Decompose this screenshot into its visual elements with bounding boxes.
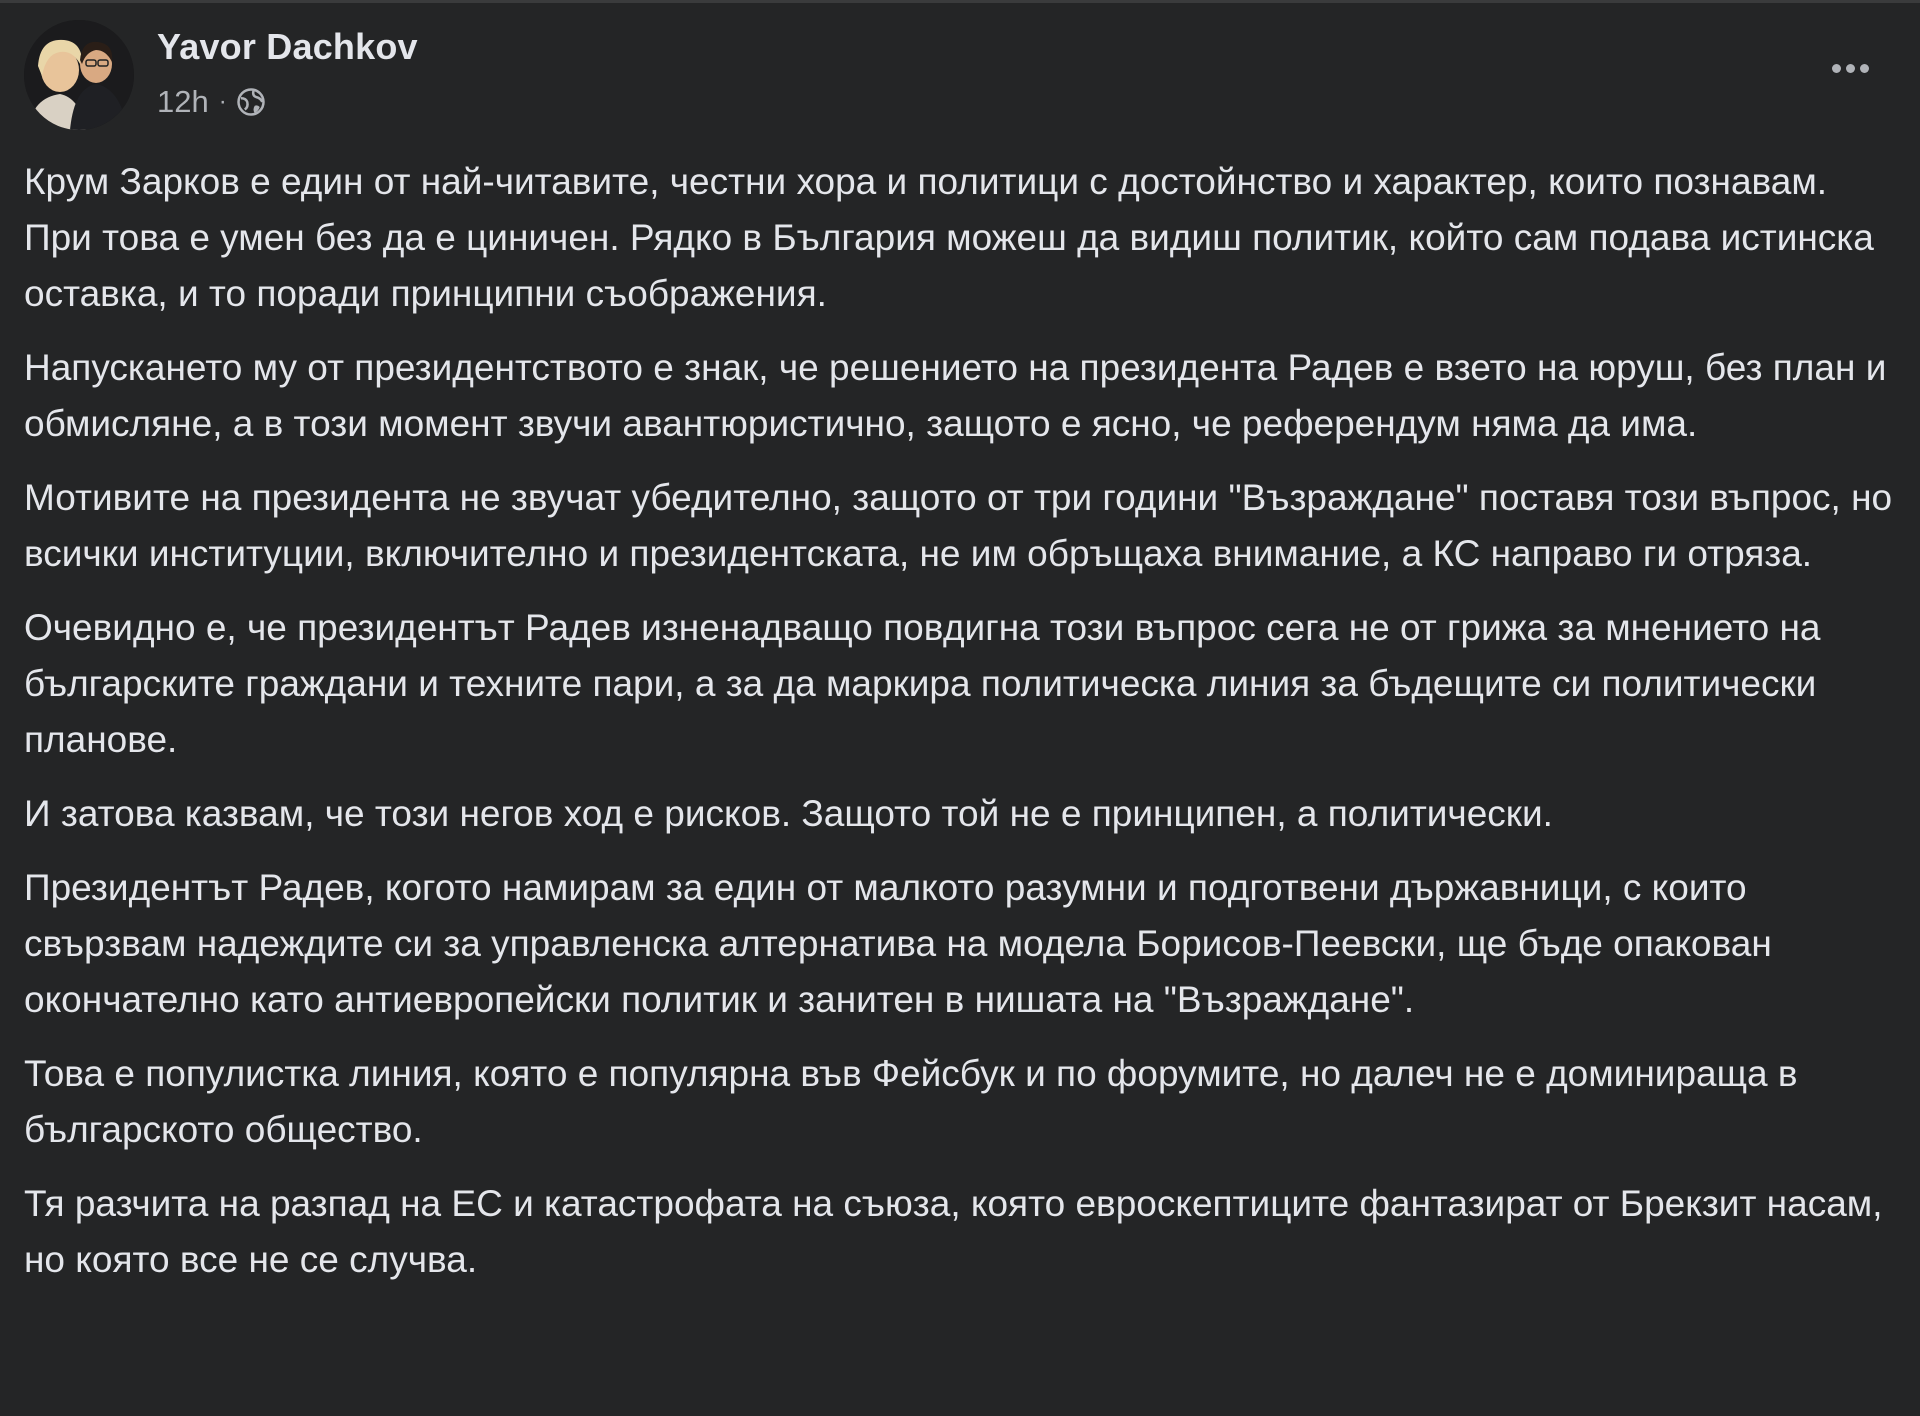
post-paragraph: Очевидно е, че президентът Радев изненадващо повдигна този въпрос сега не от грижа за мнението на българските граждани и техните пари, а за да маркира политическа линия за бъдещите си политически планове.	[24, 607, 1821, 760]
post-paragraph: Това е популистка линия, която е популярна във Фейсбук и по форумите, но далеч не е доминираща в българското общество.	[24, 1053, 1798, 1150]
post-meta	[157, 82, 266, 122]
globe-icon[interactable]	[236, 87, 266, 117]
post-paragraph: Напускането му от президентството е знак, че решението на президента Радев е взето на юруш, без план и обмисляне, а в този момент звучи авантюристично, защото е ясно, че референдум няма да има.	[24, 347, 1887, 444]
post-paragraph: Тя разчита на разпад на ЕС и катастрофата на съюза, която евроскептиците фантазират от Брекзит насам, но която все не се случва.	[24, 1183, 1883, 1280]
avatar[interactable]	[24, 20, 134, 130]
post-paragraph: И затова казвам, че този негов ход е рисков. Защото той не е принципен, а политически.	[24, 793, 1553, 834]
more-options-button[interactable]	[1818, 48, 1882, 88]
avatar-photo	[24, 20, 134, 130]
post-timestamp[interactable]: 12h	[157, 84, 209, 119]
post-paragraph: Крум Зарков е един от най-читавите, честни хора и политици с достойнство и характер, които познавам. При това е умен без да е циничен. Рядко в България можеш да видиш политик, който сам подава истинска оставка, и то поради принципни съображения.	[24, 161, 1874, 314]
meta-separator: ·	[218, 88, 227, 115]
author-name[interactable]: Yavor Dachkov	[157, 26, 418, 67]
post-paragraph: Мотивите на президента не звучат убедително, защото от три години "Възраждане" поставя този въпрос, но всички институции, включително и президентската, не им обръщаха внимание, а КС направо ги отряза.	[24, 477, 1893, 574]
more-options-icon-dot	[1860, 64, 1869, 73]
post-paragraph: Президентът Радев, когото намирам за един от малкото разумни и подготвени държавници, с които свързвам надеждите си за управленска алтернатива на модела Борисов-Пеевски, ще бъде опакован окончателно като антиевропейски политик и занитен в нишата на "Възраждане".	[24, 867, 1772, 1020]
post-body	[24, 154, 1894, 1306]
post-header	[24, 20, 1896, 132]
more-options-icon-dot	[1846, 64, 1855, 73]
more-options-icon	[1832, 64, 1841, 73]
